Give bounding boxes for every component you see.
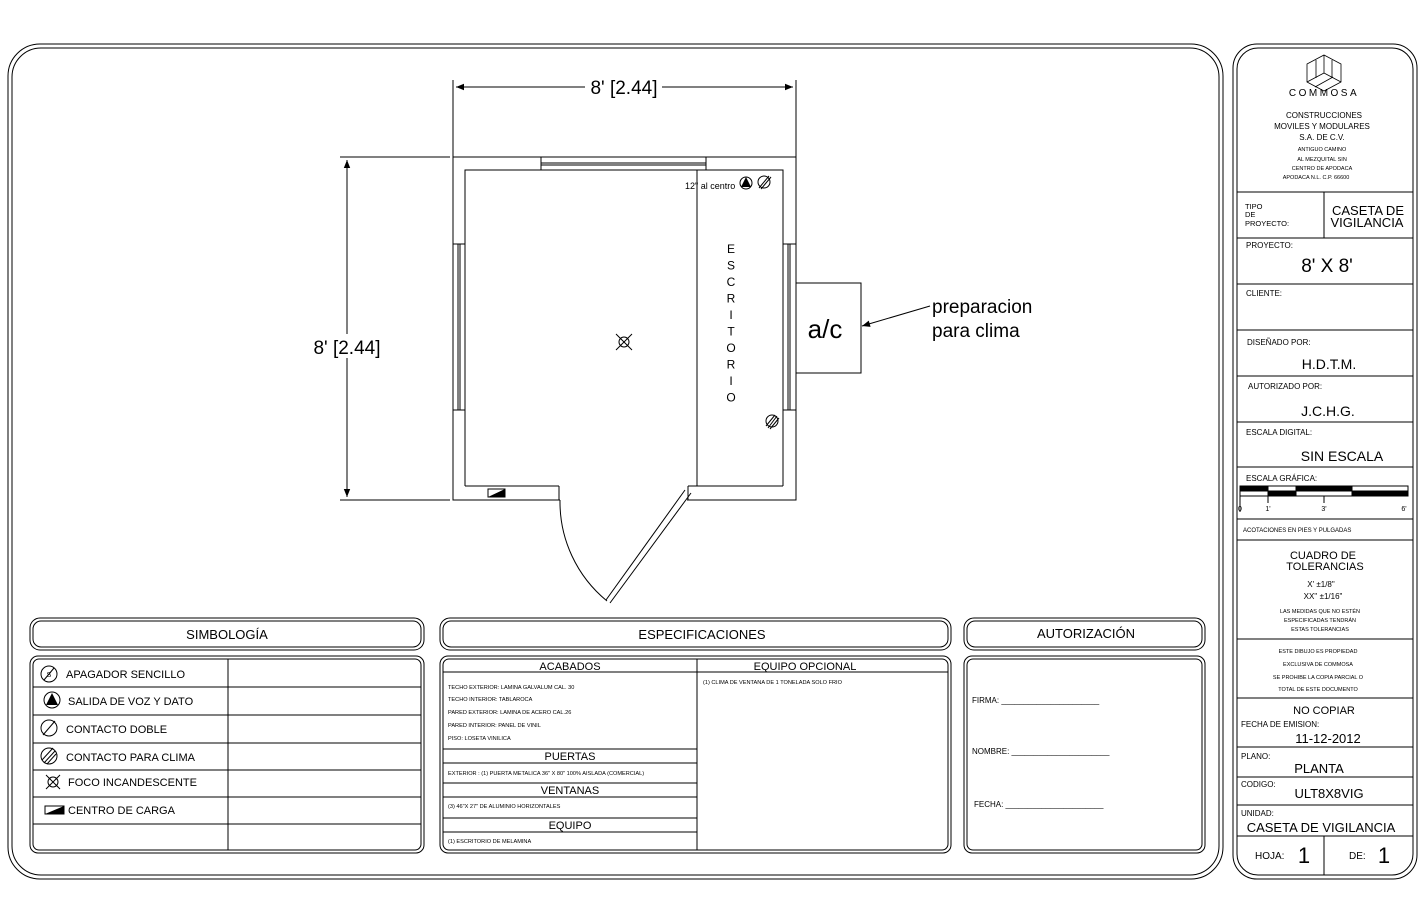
company-line-1: CONSTRUCCIONES <box>1285 111 1363 120</box>
address-line-4: APODACA N.L. C.P. 66600 <box>1282 175 1350 181</box>
simbologia-item-voice-data: SALIDA DE VOZ Y DATO <box>68 696 194 708</box>
equipo-opcional-title: EQUIPO OPCIONAL <box>753 661 857 673</box>
tolerancias-note-2: ESPECIFICADAS TENDRÁN <box>1283 618 1357 624</box>
firma-field: FIRMA: ______________________ <box>972 696 1100 705</box>
ac-outlet-icon <box>41 748 57 764</box>
ac-note-line1: preparacion <box>932 297 1033 318</box>
de-label: DE: <box>1349 851 1366 862</box>
fecha-label: FECHA DE EMISION: <box>1241 720 1320 729</box>
left-window <box>453 244 465 410</box>
right-window <box>783 244 796 410</box>
voice-data-symbol <box>740 177 752 189</box>
light-bulb-icon <box>46 775 60 789</box>
height-dimension <box>340 157 450 500</box>
acabado-piso: PISO: LOSETA VINILICA <box>448 736 511 742</box>
autorizacion-title: AUTORIZACIÓN <box>1037 626 1135 641</box>
acabados-title: ACABADOS <box>539 661 601 673</box>
equipo-value: (1) ESCRITORIO DE MELAMINA <box>448 839 532 845</box>
tipo-label-1: TIPO <box>1245 202 1263 211</box>
top-window <box>541 157 706 170</box>
acabado-techo-interior: TECHO INTERIOR: TABLAROCA <box>448 697 533 703</box>
plano-value: PLANTA <box>1294 761 1344 776</box>
tipo-label-2: DE <box>1245 210 1256 219</box>
simbologia-item-ac-outlet: CONTACTO PARA CLIMA <box>66 752 195 764</box>
door <box>560 490 691 603</box>
plano-label: PLANO: <box>1241 752 1271 761</box>
acotaciones-note: ACOTACIONES EN PIES Y PULGADAS <box>1243 528 1352 534</box>
propiedad-line-1: ESTE DIBUJO ES PROPIEDAD <box>1278 649 1358 655</box>
desk-letter: R <box>726 357 736 372</box>
simbologia-item-switch: APAGADOR SENCILLO <box>66 669 185 681</box>
load-center-icon <box>45 806 64 814</box>
voice-data-icon <box>44 692 60 708</box>
simbologia-item-double-outlet: CONTACTO DOBLE <box>66 724 168 736</box>
ac-note-line2: para clima <box>932 321 1020 342</box>
desk-letter: R <box>726 291 736 306</box>
load-center-symbol <box>488 489 505 497</box>
tolerancia-x: X' ±1/8" <box>1307 580 1335 589</box>
equipo-opcional-value: (1) CLIMA DE VENTANA DE 1 TONELADA SOLO FRIO <box>703 680 842 686</box>
de-value: 1 <box>1377 843 1391 868</box>
company-line-2: MOVILES Y MODULARES <box>1274 122 1370 131</box>
ac-leader <box>862 306 930 326</box>
disenado-label: DISEÑADO POR: <box>1247 338 1311 347</box>
ventanas-title: VENTANAS <box>540 785 600 797</box>
hoja-value: 1 <box>1297 843 1311 868</box>
autorizado-value: J.C.H.G. <box>1301 403 1355 419</box>
company-name: COMMOSA <box>1288 88 1360 99</box>
scale-tick-6: 6' <box>1401 506 1407 513</box>
escala-digital-label: ESCALA DIGITAL: <box>1246 428 1313 437</box>
tipo-value-2: VIGILANCIA <box>1330 215 1404 230</box>
propiedad-line-3: SE PROHIBE LA COPIA PARCIAL O <box>1272 675 1364 681</box>
floor-plan <box>453 157 796 500</box>
height-dimension-label: 8' [2.44] <box>313 338 381 359</box>
simbologia-title: SIMBOLOGÍA <box>186 627 268 642</box>
autorizado-label: AUTORIZADO POR: <box>1248 382 1323 391</box>
svg-text:S: S <box>46 672 52 679</box>
hoja-label: HOJA: <box>1255 851 1285 862</box>
nombre-field: NOMBRE: ______________________ <box>972 747 1110 756</box>
company-line-3: S.A. DE C.V. <box>1299 133 1345 142</box>
light-fixture-symbol <box>616 334 632 350</box>
scale-tick-0: 0 <box>1238 506 1242 513</box>
unidad-value: CASETA DE VIGILANCIA <box>1246 820 1396 835</box>
desk-letter: O <box>726 390 736 405</box>
fecha-value: 11-12-2012 <box>1295 731 1361 746</box>
no-copiar: NO COPIAR <box>1293 705 1355 717</box>
width-dimension-label: 8' [2.44] <box>590 78 658 99</box>
escala-digital-value: SIN ESCALA <box>1300 448 1384 464</box>
ventanas-value: (3) 46"X 27" DE ALUMINIO HORIZONTALES <box>448 804 561 810</box>
address-line-2: AL MEZQUITAL SIN <box>1297 157 1347 163</box>
simbologia-item-light-bulb: FOCO INCANDESCENTE <box>68 777 197 789</box>
codigo-value: ULT8X8VIG <box>1294 786 1364 801</box>
especificaciones-title: ESPECIFICACIONES <box>638 627 766 642</box>
escala-grafica-label: ESCALA GRÁFICA: <box>1246 474 1318 483</box>
switch-icon <box>41 666 57 682</box>
tipo-label-3: PROYECTO: <box>1245 219 1290 228</box>
desk-letter: S <box>726 258 736 273</box>
desk-letter: O <box>726 341 736 355</box>
equipo-title: EQUIPO <box>548 820 592 832</box>
ac-label: a/c <box>807 314 843 344</box>
desk-label <box>726 242 735 405</box>
desk-letter: E <box>726 242 736 256</box>
propiedad-line-4: TOTAL DE ESTE DOCUMENTO <box>1278 687 1358 693</box>
disenado-value: H.D.T.M. <box>1301 356 1357 372</box>
unidad-label: UNIDAD: <box>1241 809 1274 818</box>
double-outlet-symbol <box>758 176 771 189</box>
proyecto-label: PROYECTO: <box>1246 241 1293 250</box>
puertas-value: EXTERIOR : (1) PUERTA METALICA 36" X 80" 100% AISLADA (COMERCIAL) <box>448 771 645 777</box>
proyecto-value: 8' X 8' <box>1301 256 1353 277</box>
cliente-label: CLIENTE: <box>1246 289 1283 298</box>
simbologia-item-load-center: CENTRO DE CARGA <box>68 805 175 817</box>
desk-letter: I <box>729 308 733 322</box>
tolerancias-note-1: LAS MEDIDAS QUE NO ESTÉN <box>1279 609 1361 615</box>
tolerancias-title-1: CUADRO DE <box>1289 550 1357 562</box>
fecha-field: FECHA: ______________________ <box>974 800 1104 809</box>
double-outlet-icon <box>41 720 57 736</box>
puertas-title: PUERTAS <box>544 751 596 763</box>
propiedad-line-2: EXCLUSIVA DE COMMOSA <box>1283 662 1353 668</box>
scale-tick-3: 3' <box>1321 506 1327 513</box>
acabado-pared-interior: PARED INTERIOR: PANEL DE VINIL <box>448 723 541 729</box>
tolerancias-title-2: TOLERANCIAS <box>1286 561 1364 573</box>
desk-letter: I <box>729 374 733 388</box>
ac-outlet-symbol <box>766 415 779 429</box>
tipo-value-1: CASETA DE <box>1331 203 1405 218</box>
desk-letter: C <box>726 275 736 289</box>
tolerancia-xx: XX'' ±1/16" <box>1303 592 1343 601</box>
codigo-label: CODIGO: <box>1241 780 1276 789</box>
commosa-logo <box>1307 55 1341 91</box>
outlet-note: 12" al centro <box>685 181 736 191</box>
acabado-pared-exterior: PARED EXTERIOR: LAMINA DE ACERO CAL.26 <box>448 710 572 716</box>
address-line-1: ANTIGUO CAMINO <box>1297 147 1347 153</box>
scale-tick-1: 1' <box>1265 506 1271 513</box>
desk-letter: T <box>727 324 735 339</box>
address-line-3: CENTRO DE APODACA <box>1291 166 1353 172</box>
tolerancias-note-3: ESTAS TOLERANCIAS <box>1291 627 1349 633</box>
acabado-techo-exterior: TECHO EXTERIOR: LAMINA GALVALUM CAL. 30 <box>448 685 575 691</box>
